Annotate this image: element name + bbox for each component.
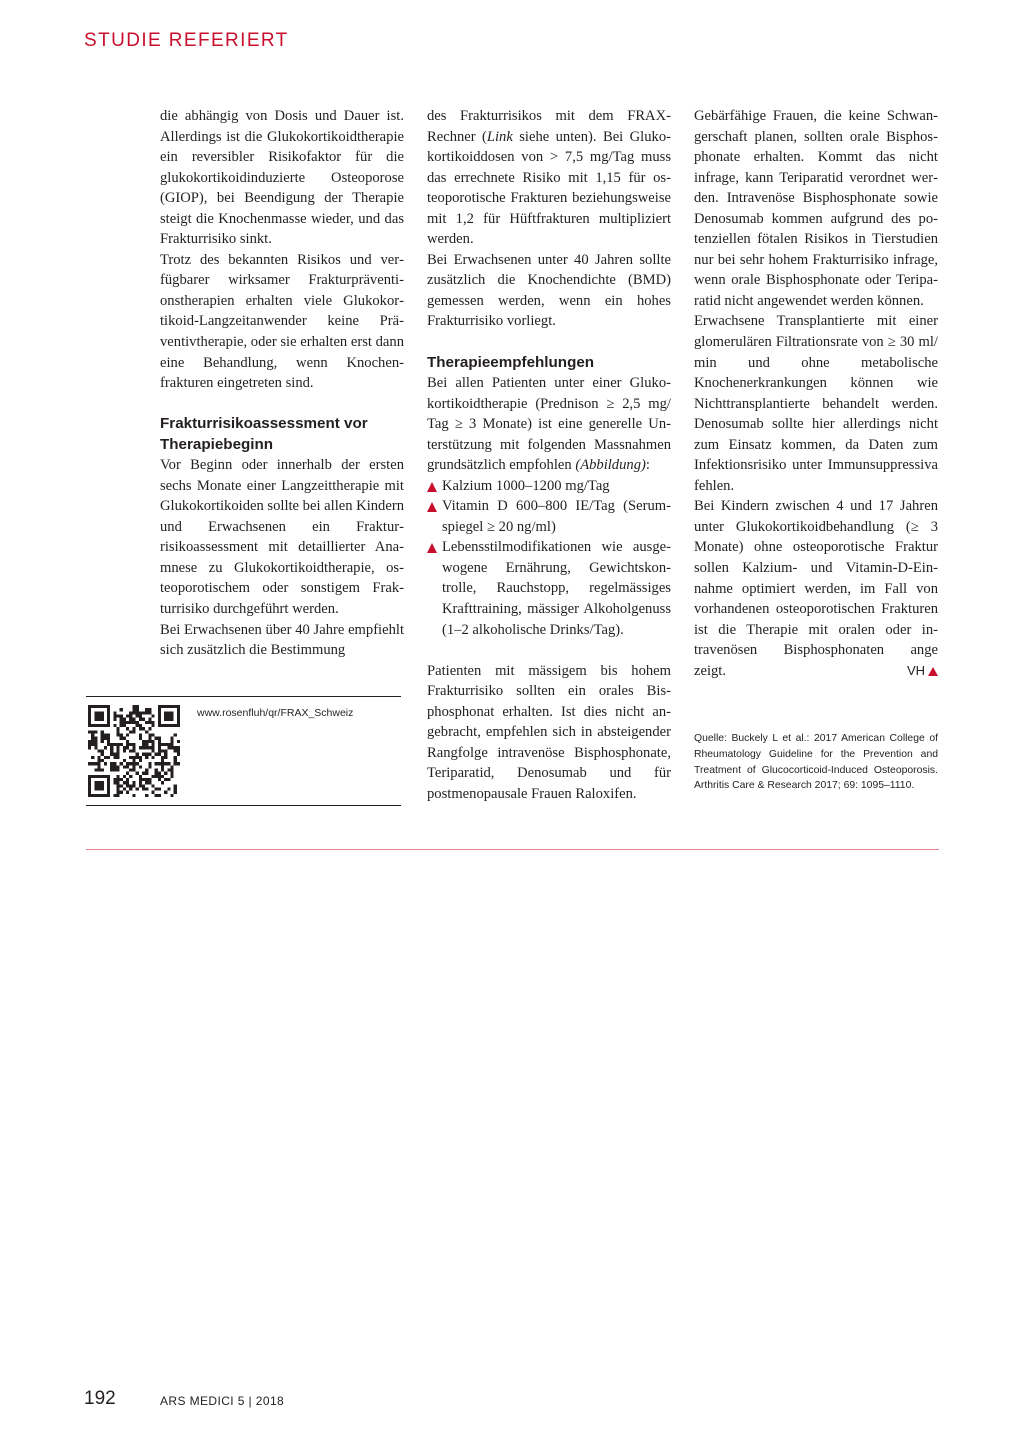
paragraph: die abhängig von Dosis und Dauer ist. Allerdings ist die Glukokortikoidtherapie ein reversibler Risikofaktor für die glukokortikoidinduzierte Osteoporose (GIOP), bei Beendigung der Therapie steigt die Knochenmasse wieder, und das Frakturrisiko sinkt. (160, 108, 404, 248)
author-signature-line: zeigt. VH (694, 661, 938, 682)
triangle-bullet-icon (427, 482, 437, 492)
paragraph: Bei Kindern zwischen 4 und 17 Jahren unter Glukokortikoidbehandlung (≥ 3 Monate) ohne osteoporotische Fraktur sollen Kalzium- und Vitamin-D-Einnahme optimiert werden, im Fall von vorhandenen osteoporotischen Frakturen ist die Therapie mit oralen oder intravenösen Bisphosphonaten ange (694, 498, 938, 659)
qr-code-icon[interactable] (88, 705, 180, 797)
text-column-2 (427, 106, 671, 804)
section-heading: Frakturrisikoassessment vor Therapiebeginn (160, 415, 368, 453)
paragraph: Bei allen Patienten unter einer Glukokortikoidtherapie (Prednison ≥ 2,5 mg/ Tag ≥ 3 Monate) ist eine generelle Unterstützung mit folgenden Massnahmen grundsätzlich empfohlen (Abbildung): (427, 375, 671, 474)
paragraph: Trotz des bekannten Risikos und verfügbarer wirksamer Frakturpräventionstherapien erhalten viele Glukokortikoid-Langzeitanwender keine Präventivtherapie, oder sie erhalten erst dann eine Behandlung, wenn Knochenfrakturen eingetreten sind. (160, 251, 404, 392)
paragraph: des Frakturrisikos mit dem FRAX-Rechner (Link siehe unten). Bei Glukokortikoiddosen von > 7,5 mg/Tag muss das errechnete Risiko mit 1,15 für osteoporotische Frakturen beziehungsweise mit 1,2 für Hüftfrakturen multipliziert werden. (427, 108, 671, 248)
paragraph: Bei Erwachsenen unter 40 Jahren sollte zusätzlich die Knochendichte (BMD) gemessen werden, wenn ein hohes Frakturrisiko vorliegt. (427, 251, 671, 330)
text-column-3 (694, 106, 938, 681)
source-citation: Quelle: Buckely L et al.: 2017 American College of Rheumatology Guideline for the Prevention and Treatment of Glucocorticoid-Induced Osteoporosis. Arthritis Care & Research 2017; 69: 1095–1110. (694, 733, 938, 792)
triangle-bullet-icon (427, 543, 437, 553)
text-column-1 (160, 106, 404, 661)
paragraph: Bei Erwachsenen über 40 Jahre empfiehlt sich zusätzlich die Bestimmung (160, 621, 404, 659)
recommendation-list (427, 476, 671, 640)
list-item: Kalzium 1000–1200 mg/Tag (427, 476, 671, 497)
section-heading: Therapieempfehlungen (427, 353, 595, 371)
end-triangle-icon (928, 667, 938, 676)
paragraph: Patienten mit mässigem bis hohem Frakturrisiko sollten ein orales Bisphosphonat erhalten. Ist dies nicht angebracht, empfehlen sich in absteigender Rangfolge intravenöse Bisphosphonate, Teriparatid, Denosumab und für postmenopausale Frauen Raloxifen. (427, 662, 671, 802)
qr-link-box (86, 696, 401, 806)
author-signature: VH (907, 661, 938, 682)
journal-name: ARS MEDICI 5 | 2018 (160, 1394, 285, 1408)
triangle-bullet-icon (427, 502, 437, 512)
divider (86, 849, 939, 850)
list-item: Vitamin D 600–800 IE/Tag (Serumspiegel ≥ 20 ng/ml) (427, 496, 671, 537)
qr-url[interactable]: www.rosenfluh/qr/FRAX_Schweiz (197, 707, 354, 719)
link-reference: Link (486, 128, 513, 145)
section-label: STUDIE REFERIERT (84, 30, 289, 51)
paragraph: Erwachsene Transplantierte mit einer glomerulären Filtrationsrate von ≥ 30 ml/ min und ohne metabolische Knochenerkrankungen können wie Nichttransplantierte behandelt werden. Denosumab sollte hier allerdings nicht zum Einsatz kommen, da Daten zum Infektionsrisiko unter Immunsuppressiva fehlen. (694, 313, 938, 494)
page-number: 192 (84, 1388, 116, 1409)
paragraph: Vor Beginn oder innerhalb der ersten sechs Monate einer Langzeittherapie mit Glukokortikoiden sollte bei allen Kindern und Erwachsenen ein Frakturrisikoassessment mit detaillierter Anamnese zu Glukokortikoidtherapie, osteoporotischem oder sonstigem Frakturrisiko durchgeführt werden. (160, 457, 404, 617)
paragraph: Gebärfähige Frauen, die keine Schwangerschaft planen, sollten orale Bisphosphonate erhalten. Kommt das nicht infrage, kann Teriparatid verordnet werden. Intravenöse Bisphosphonate sowie Denosumab kommen aufgrund des potenziellen fötalen Risikos in Tierstudien nur bei sehr hohem Frakturrisiko infrage, wenn orale Bisphosphonate oder Teriparatid nicht angewendet werden können. (694, 108, 938, 309)
list-item: Lebensstilmodifikationen wie ausgewogene Ernährung, Gewichtskontrolle, Rauchstopp, regelmässiges Krafttraining, mässiger Alkoholgenuss (1–2 alkoholische Drinks/Tag). (427, 537, 671, 640)
